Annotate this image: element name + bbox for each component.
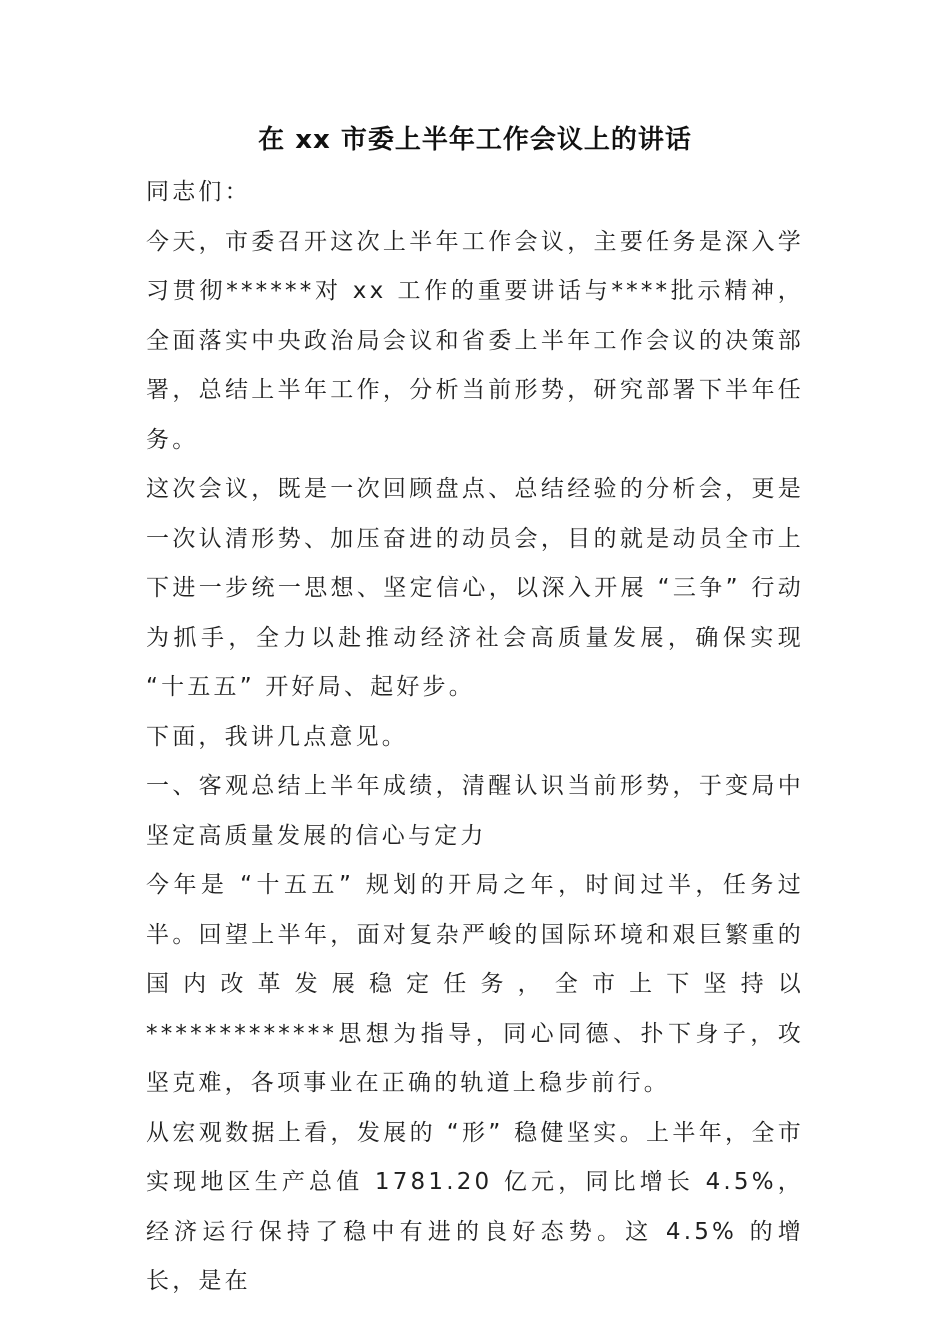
document-body xyxy=(146,168,804,1307)
transition-paragraph: 下面，我讲几点意见。 xyxy=(146,723,408,750)
meeting-purpose-paragraph: 这次会议，既是一次回顾盘点、总结经验的分析会，更是一次认清形势、加压奋进的动员会，目的就是动员全市上下进一步统一思想、坚定信心，以深入开展 “三争” 行动为抓手，全力以赴推动经济社会高质量发展，确保实现 “十五五” 开好局、起好步。 xyxy=(146,476,804,700)
section-heading-1: 一、客观总结上半年成绩，清醒认识当前形势，于变局中坚定高质量发展的信心与定力 xyxy=(146,773,804,849)
salutation-paragraph: 同志们： xyxy=(146,179,251,205)
economic-data-paragraph: 从宏观数据上看，发展的 “形” 稳健坚实。上半年，全市实现地区生产总值 1781.20 亿元，同比增长 4.5%，经济运行保持了稳中有进的良好态势。这 4.5% 的增长，是在 xyxy=(146,1119,804,1294)
document-title: 在 xx 市委上半年工作会议上的讲话 xyxy=(258,125,692,155)
review-paragraph: 今年是 “十五五” 规划的开局之年，时间过半，任务过半。回望上半年，面对复杂严峻的国际环境和艰巨繁重的国内改革发展稳定任务，全市上下坚持以*************思想为指导，同心同德、扑下身子，攻坚克难，各项事业在正确的轨道上稳步前行。 xyxy=(146,872,804,1096)
opening-paragraph: 今天，市委召开这次上半年工作会议，主要任务是深入学习贯彻******对 xx 工作的重要讲话与****批示精神，全面落实中央政治局会议和省委上半年工作会议的决策部署，总结上半年工作，分析当前形势，研究部署下半年任务。 xyxy=(146,228,804,453)
